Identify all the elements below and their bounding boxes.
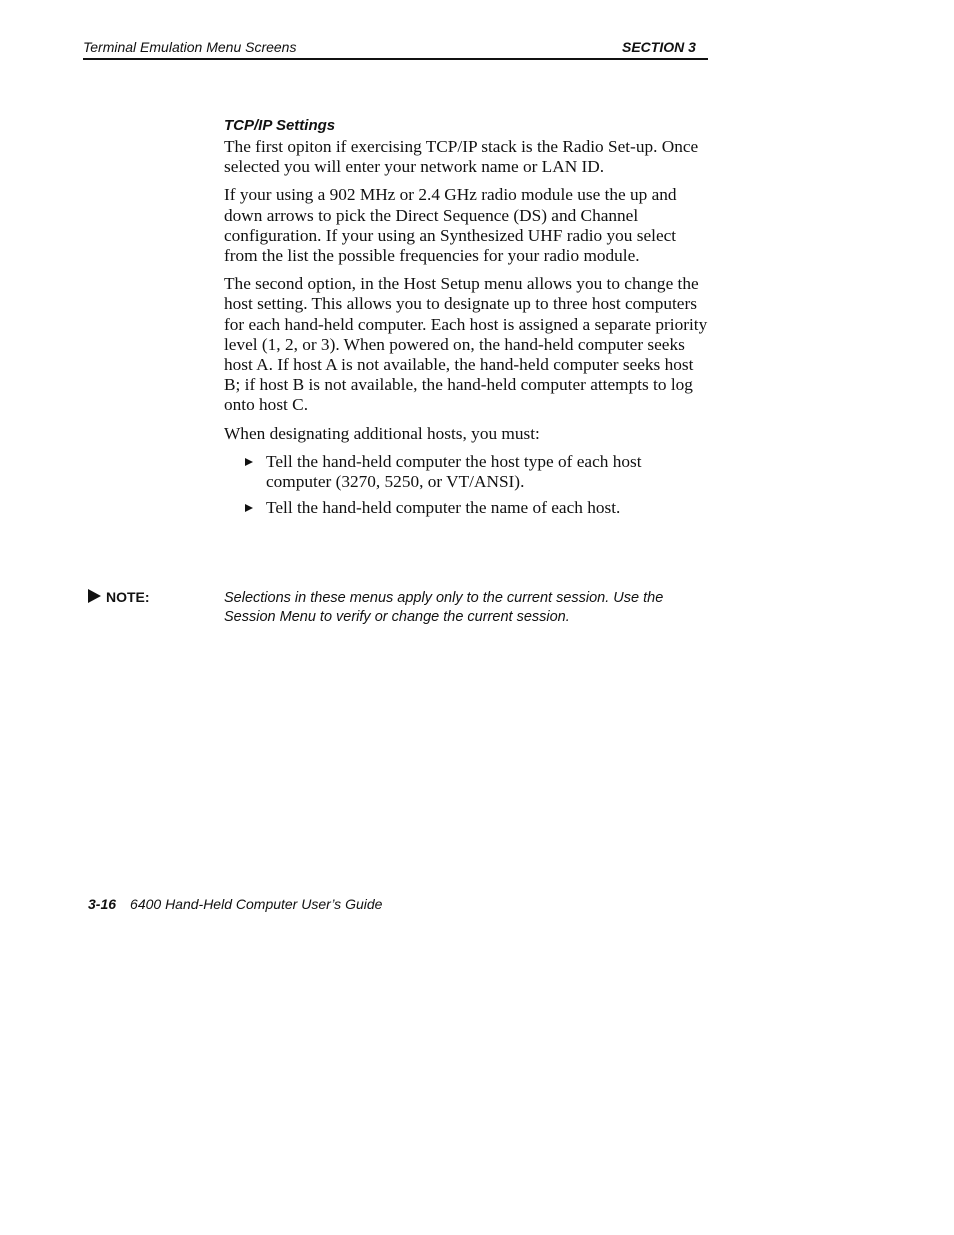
paragraph-host-setup: The second option, in the Host Setup menu allows you to change the host setting. This allows you to designate up to three host computers for each hand-held computer. Each host is assigned a separate priority level (1, 2, or 3). When powered on, the hand-held computer seeks host A. If host A is not available, the hand-held computer seeks host B; if host B is not available, the hand-held computer attempts to log onto host C. (224, 274, 708, 415)
triangle-bullet-icon (245, 458, 253, 466)
section-subheading: TCP/IP Settings (224, 117, 336, 134)
paragraph-radio-setup: The first opiton if exercising TCP/IP stack is the Radio Set-up. Once selected you will enter your network name or LAN ID. (224, 137, 699, 177)
note-label-text: NOTE: (106, 589, 150, 605)
note-text: Selections in these menus apply only to the current session. Use the Session Menu to verify or change the current session. (224, 590, 664, 625)
main-content (224, 116, 710, 524)
list-item (224, 498, 710, 518)
list-item (224, 452, 710, 492)
note-label (88, 588, 150, 607)
bullet-list (224, 452, 710, 519)
list-item-text: Tell the hand-held computer the host type of each host computer (3270, 5250, or VT/ANSI). (266, 451, 642, 492)
triangle-bullet-icon (245, 504, 253, 512)
paragraph-additional-hosts: When designating additional hosts, you must: (224, 423, 540, 443)
page-footer (88, 895, 382, 913)
note-arrow-icon (88, 589, 101, 603)
page-number: 3-16 (88, 896, 117, 912)
running-header-title: Terminal Emulation Menu Screens (83, 39, 297, 55)
book-title: 6400 Hand-Held Computer User’s Guide (130, 896, 383, 912)
header-divider (83, 58, 708, 60)
list-item-text: Tell the hand-held computer the name of each host. (266, 498, 621, 518)
paragraph-radio-module: If your using a 902 MHz or 2.4 GHz radio module use the up and down arrows to pick the Direct Sequence (DS) and Channel configuration. If your using an Synthesized UHF radio you select from the list the possible frequencies for your radio module. (224, 185, 677, 266)
running-header-section: SECTION 3 (622, 39, 696, 55)
